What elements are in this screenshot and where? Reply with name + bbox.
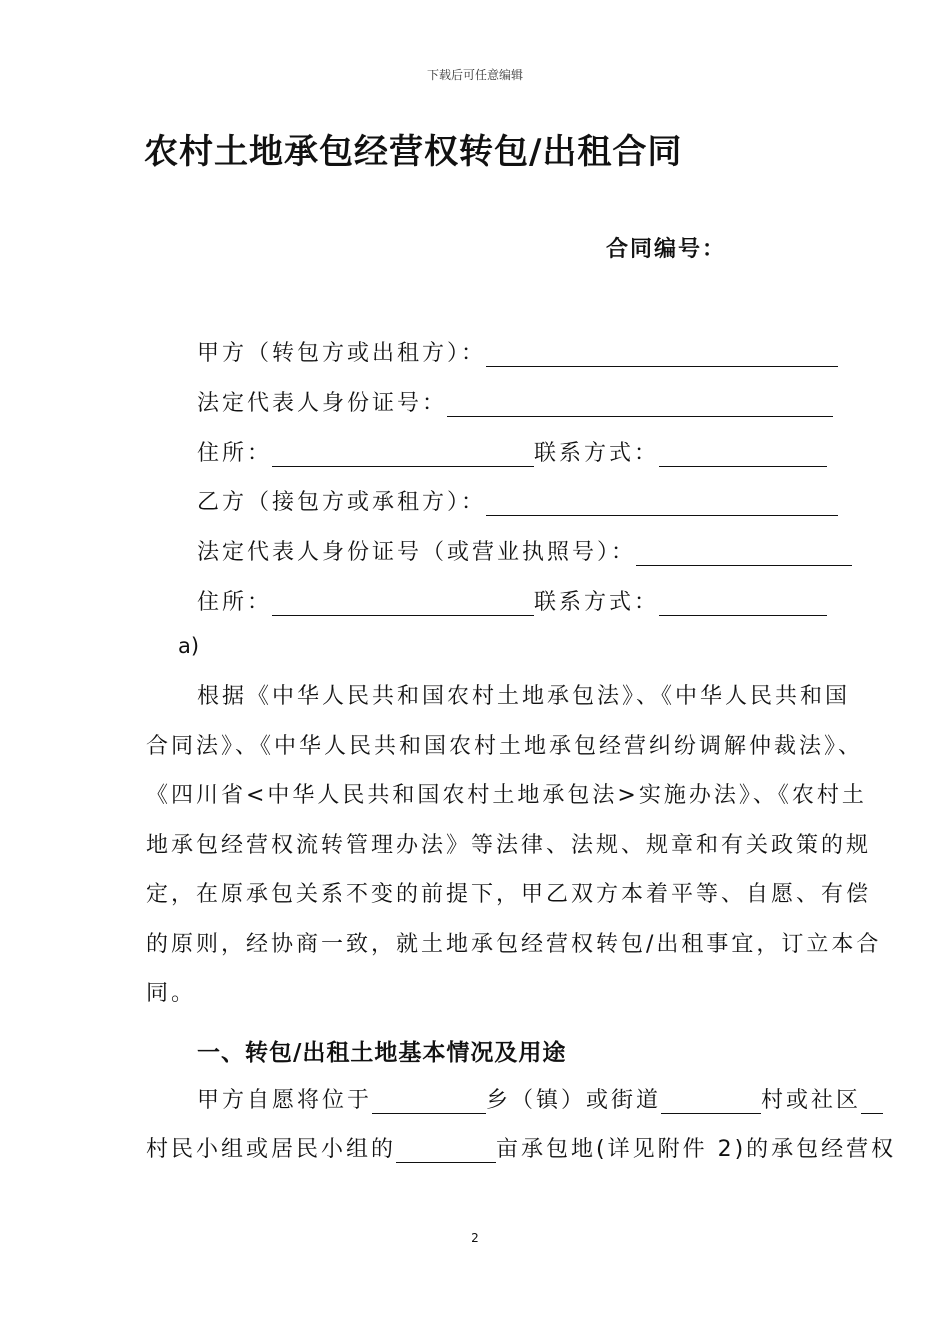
section-1-text: 村民小组或居民小组的 [146,1137,397,1162]
party-b-address-blank[interactable] [272,591,534,616]
party-b-contact-label: 联系方式： [534,590,660,615]
preamble-paragraph [146,672,881,1019]
section-1-text: 村或社区 [761,1088,862,1113]
party-a-id-line [197,386,833,417]
section-1-line-2 [146,1132,896,1163]
preamble-line: 地承包经营权流转管理办法》等法律、法规、规章和有关政策的规 [146,832,872,858]
contract-number-label: 合同编号： [606,237,727,262]
section-1-title: 一、转包/出租土地基本情况及用途 [197,1040,567,1066]
section-1-text: 亩承包地(详见附件 2)的承包经营权 [496,1137,897,1162]
party-b-id-blank[interactable] [636,541,852,566]
party-b-address-line [197,585,827,616]
group-blank[interactable] [861,1089,883,1114]
preamble-line: 定，在原承包关系不变的前提下，甲乙双方本着平等、自愿、有偿 [146,882,872,907]
party-a-label: 甲方（转包方或出租方）： [197,341,487,366]
township-blank[interactable] [372,1089,486,1114]
party-b-id-line [197,535,852,566]
section-1-text: 乡（镇）或街道 [486,1088,662,1113]
preamble-line: 同。 [146,981,197,1006]
party-a-contact-blank[interactable] [659,442,827,467]
party-a-address-line [197,436,827,467]
party-b-label: 乙方（接包方或承租方）： [197,490,487,515]
preamble-line: 合同法》、《中华人民共和国农村土地承包经营纠纷调解仲裁法》、 [146,733,864,759]
party-b-contact-blank[interactable] [659,591,827,616]
header-note: 下载后可任意编辑 [426,68,523,82]
page-number: 2 [471,1231,479,1245]
preamble-line: 《四川省<中华人民共和国农村土地承包法>实施办法》、《农村土 [146,783,867,808]
village-blank[interactable] [661,1089,761,1114]
area-blank[interactable] [396,1138,496,1163]
party-a-id-blank[interactable] [447,392,833,417]
document-title: 农村土地承包经营权转包/出租合同 [144,132,683,172]
party-b-id-label: 法定代表人身份证号（或营业执照号）： [197,540,637,565]
party-a-line [197,336,838,367]
party-a-address-blank[interactable] [272,442,534,467]
party-a-address-label: 住所： [197,441,273,466]
section-1-line-1 [197,1083,883,1114]
party-a-blank[interactable] [486,342,838,367]
section-1-text: 甲方自愿将位于 [197,1088,373,1113]
party-b-line [197,485,838,516]
preamble-line: 的原则，经协商一致，就土地承包经营权转包/出租事宜，订立本合 [146,931,882,957]
list-marker: a) [178,634,200,658]
party-b-address-label: 住所： [197,590,273,615]
preamble-line: 根据《中华人民共和国农村土地承包法》、《中华人民共和国 [197,684,851,709]
party-b-blank[interactable] [486,491,838,516]
party-a-id-label: 法定代表人身份证号： [197,391,448,416]
party-a-contact-label: 联系方式： [534,441,660,466]
